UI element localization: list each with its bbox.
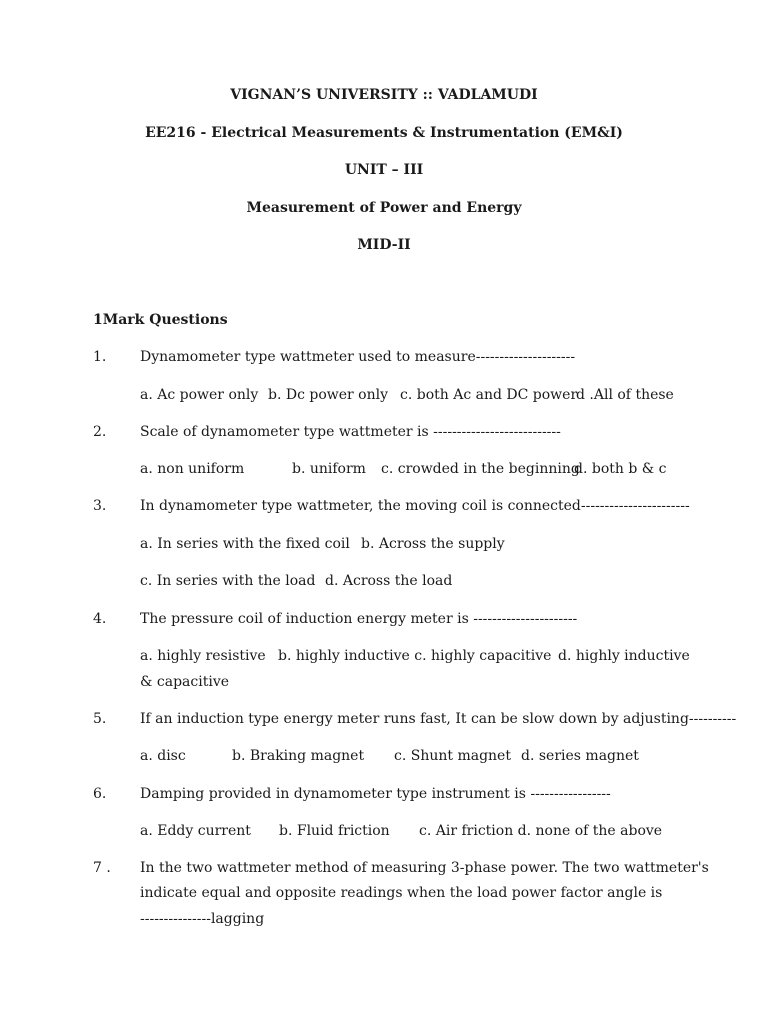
option-d: d. highly inductive <box>558 648 690 664</box>
option-a: a. non uniform <box>140 461 245 477</box>
option-d: d. both b & c <box>574 461 667 477</box>
question-number: 2. <box>93 424 107 440</box>
option-d-continued: & capacitive <box>140 674 230 690</box>
section-title: 1Mark Questions <box>93 312 228 328</box>
option-d: d .All of these <box>576 387 674 403</box>
option-b: b. Dc power only <box>268 387 389 403</box>
option-b-c: b. highly inductive c. highly capacitive <box>278 648 552 664</box>
option-d: d. Across the load <box>325 573 453 589</box>
question-text-line-2: indicate equal and opposite readings when the load power factor angle is <box>140 885 663 901</box>
option-b: b. Across the supply <box>361 536 505 552</box>
topic-title: Measurement of Power and Energy <box>246 200 522 216</box>
question-number: 1. <box>93 349 107 365</box>
option-b: b. Braking magnet <box>232 748 365 764</box>
option-a: a. Eddy current <box>140 823 251 839</box>
question-text-line-1: In the two wattmeter method of measuring 3-phase power. The two wattmeter's <box>140 860 709 876</box>
unit-title: UNIT – III <box>344 162 424 178</box>
question-number: 6. <box>93 786 107 802</box>
option-b: b. uniform <box>292 461 366 477</box>
option-a: a. disc <box>140 748 186 764</box>
question-text: Dynamometer type wattmeter used to measure--------------------- <box>140 349 576 365</box>
option-c: c. both Ac and DC power <box>400 387 578 403</box>
question-number: 5. <box>93 711 107 727</box>
question-text-line-3: ---------------lagging <box>140 911 265 927</box>
option-a: a. highly resistive <box>140 648 266 664</box>
option-b: b. Fluid friction <box>279 823 390 839</box>
question-text: Damping provided in dynamometer type instrument is ----------------- <box>140 786 611 802</box>
exam-title: MID-II <box>357 237 411 253</box>
university-title: VIGNAN’S UNIVERSITY :: VADLAMUDI <box>230 87 538 103</box>
option-c: c. In series with the load <box>140 573 316 589</box>
option-c: c. crowded in the beginning <box>381 461 580 477</box>
option-d: d. series magnet <box>521 748 639 764</box>
option-c: c. Shunt magnet <box>394 748 511 764</box>
option-a: a. In series with the fixed coil <box>140 536 350 552</box>
question-number: 3. <box>93 498 107 514</box>
question-text: In dynamometer type wattmeter, the moving coil is connected----------------------- <box>140 498 690 514</box>
question-number: 4. <box>93 611 107 627</box>
question-text: Scale of dynamometer type wattmeter is --------------------------- <box>140 424 561 440</box>
course-title: EE216 - Electrical Measurements & Instrumentation (EM&I) <box>145 125 623 141</box>
option-c-d: c. Air friction d. none of the above <box>419 823 663 839</box>
question-number: 7 . <box>93 860 111 876</box>
option-a: a. Ac power only <box>140 387 259 403</box>
question-text: If an induction type energy meter runs fast, It can be slow down by adjusting---------- <box>140 711 737 727</box>
question-text: The pressure coil of induction energy meter is ---------------------- <box>140 611 578 627</box>
